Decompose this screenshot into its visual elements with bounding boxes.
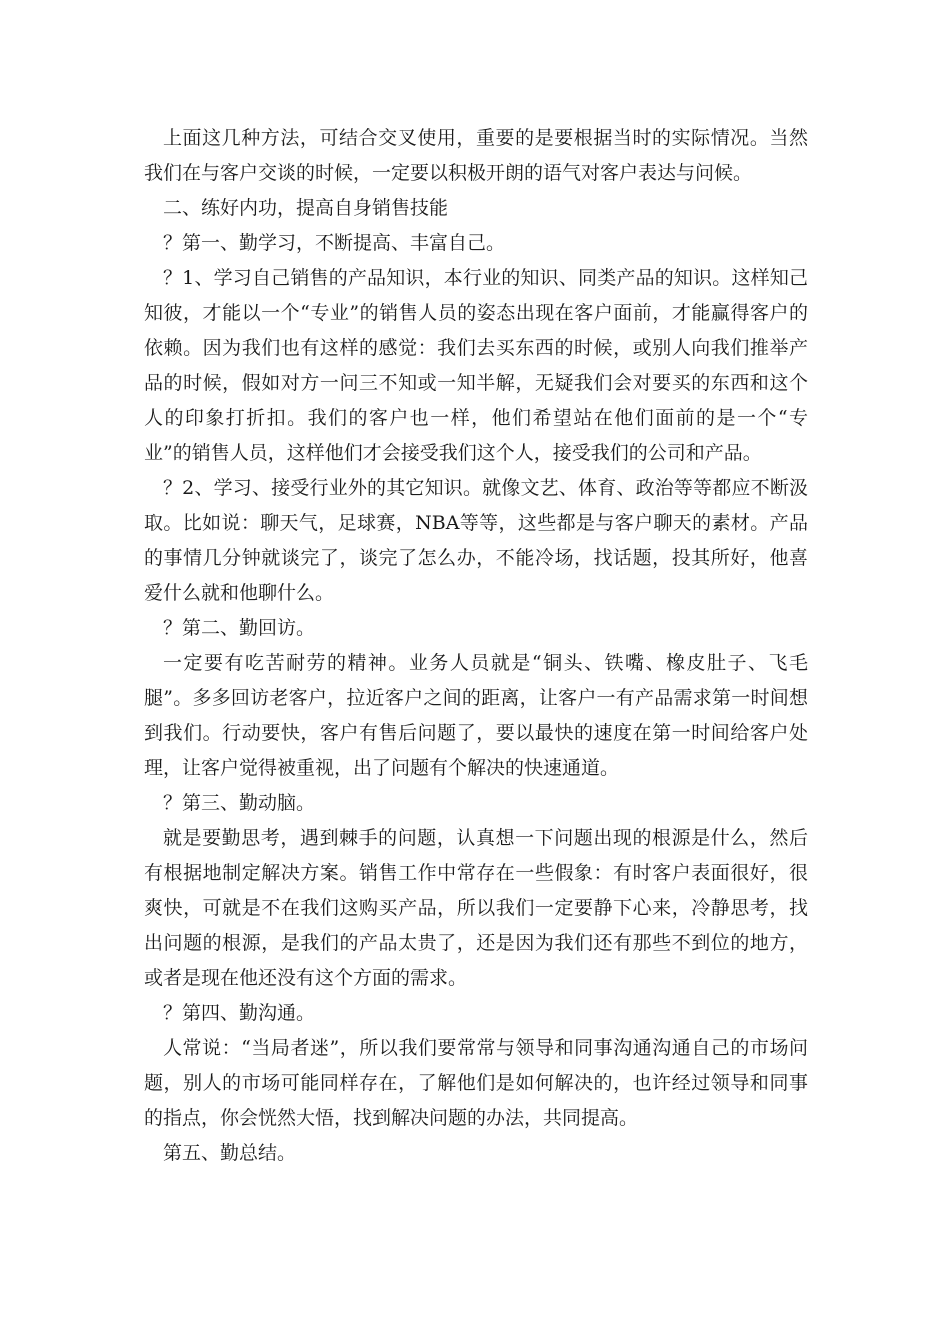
point-heading-summarize: 第五、勤总结。 — [163, 1142, 297, 1164]
paragraph-revisit: 一定要有吃苦耐劳的精神。业务人员就是“铜头、铁嘴、橡皮肚子、飞毛腿”。多多回访老客户，拉近客户之间的距离，让客户一有产品需求第一时间想到我们。行动要快，客户有售后问题了，要以最快的速度在第一时间给客户处理，让客户觉得被重视，出了问题有个解决的快速通道。 — [144, 652, 808, 779]
paragraph-study-2: ？2、学习、接受行业外的其它知识。就像文艺、体育、政治等等都应不断汲取。比如说：聊天气，足球赛，NBA等等，这些都是与客户聊天的素材。产品的事情几分钟就谈完了，谈完了怎么办，不能冷场，找话题，投其所好，他喜爱什么就和他聊什么。 — [144, 477, 808, 604]
point-heading-revisit: ？第二、勤回访。 — [163, 617, 316, 639]
point-heading-study: ？第一、勤学习，不断提高、丰富自己。 — [163, 232, 506, 254]
paragraph-study-1: ？1、学习自己销售的产品知识，本行业的知识、同类产品的知识。这样知己知彼，才能以一个“专业”的销售人员的姿态出现在客户面前，才能赢得客户的依赖。因为我们也有这样的感觉：我们去买东西的时候，或别人向我们推举产品的时候，假如对方一问三不知或一知半解，无疑我们会对要买的东西和这个人的印象打折扣。我们的客户也一样，他们希望站在他们面前的是一个“专业”的销售人员，这样他们才会接受我们这个人，接受我们的公司和产品。 — [144, 267, 808, 464]
document-body — [144, 121, 808, 1171]
paragraph-intro: 上面这几种方法，可结合交叉使用，重要的是要根据当时的实际情况。当然我们在与客户交谈的时候，一定要以积极开朗的语气对客户表达与问候。 — [144, 127, 808, 184]
paragraph-communicate: 人常说：“当局者迷”，所以我们要常常与领导和同事沟通沟通自己的市场问题，别人的市场可能同样存在，了解他们是如何解决的，也许经过领导和同事的指点，你会恍然大悟，找到解决问题的办法，共同提高。 — [144, 1037, 808, 1129]
section-heading: 二、练好内功，提高自身销售技能 — [163, 197, 449, 219]
point-heading-communicate: ？第四、勤沟通。 — [163, 1002, 316, 1024]
paragraph-think: 就是要勤思考，遇到棘手的问题，认真想一下问题出现的根源是什么，然后有根据地制定解决方案。销售工作中常存在一些假象：有时客户表面很好，很爽快，可就是不在我们这购买产品，所以我们一定要静下心来，冷静思考，找出问题的根源，是我们的产品太贵了，还是因为我们还有那些不到位的地方，或者是现在他还没有这个方面的需求。 — [144, 827, 808, 989]
point-heading-think: ？第三、勤动脑。 — [163, 792, 316, 814]
